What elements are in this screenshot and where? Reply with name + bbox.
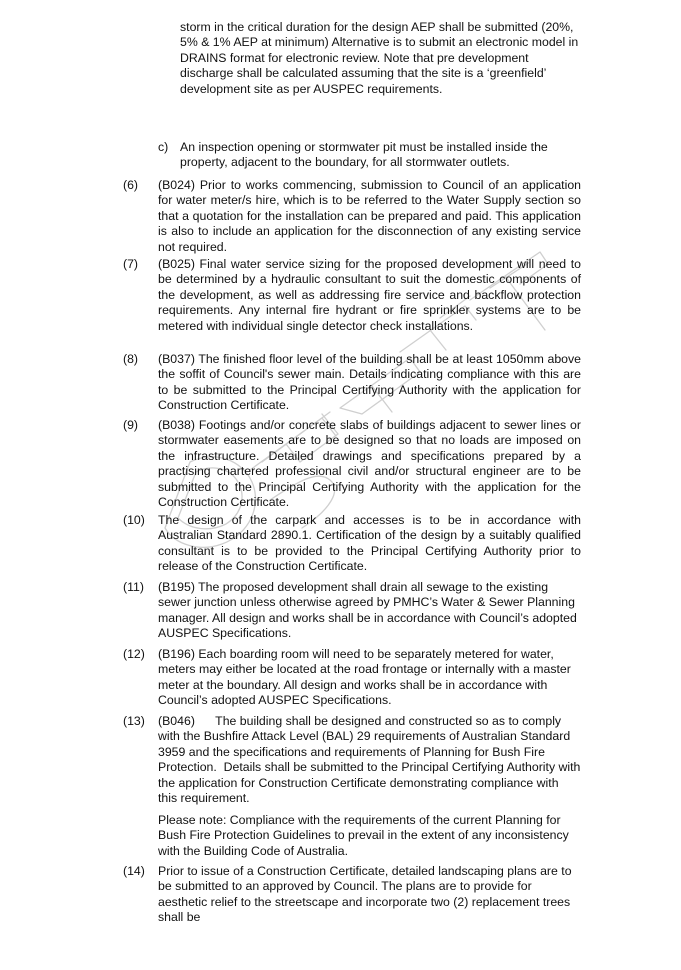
- condition-note-text: Please note: Compliance with the requirements of the current Planning for Bush Fire Protection Guidelines to prevail in the extent of any inconsistency with the Building Code of Australia.: [158, 813, 569, 858]
- condition-text: The design of the carpark and accesses is to be in accordance with Australian Standard 2890.1. Certification of the design by a suitably qualified consultant is to be provided to the Principal Certifying Authority prior to release of the Construction Certificate.: [158, 513, 581, 574]
- condition-number: (13): [123, 714, 145, 728]
- condition-text: (B025) Final water service sizing for the proposed development will need to be determined by a hydraulic consultant to suit the domestic components of the development, as well as addressing fire service and backflow protection requirements. Any internal fire hydrant or fire sprinkler systems are to be metered with individual single detector check installations.: [158, 257, 581, 333]
- condition-number: (11): [123, 580, 144, 594]
- condition-number: (10): [123, 513, 145, 527]
- condition-number: (6): [123, 178, 139, 192]
- condition-number: (7): [123, 257, 139, 271]
- sub-item-text: An inspection opening or stormwater pit must be installed inside the property, adjacent to the boundary, for all stormwater outlets.: [180, 140, 548, 170]
- condition-text: (B046) The building shall be designed and constructed so as to comply with the Bushfire Attack Level (BAL) 29 requirements of Australian Standard 3959 and the specifications and requirements of Planning for Bush Fire Protection. Details shall be submitted to the Principal Certifying Authority with the application for Construction Certificate demonstrating compliance with this requirement.: [158, 714, 584, 806]
- condition-number: (14): [123, 864, 145, 878]
- condition-text: (B195) The proposed development shall drain all sewage to the existing sewer junction unless otherwise agreed by PMHC’s Water & Sewer Planning manager. All design and works shall be in accordance with Council’s adopted AUSPEC Specifications.: [158, 580, 577, 641]
- sub-item-label: c): [158, 140, 169, 154]
- condition-text: (B037) The finished floor level of the building shall be at least 1050mm above the soffit of Council's sewer main. Details indicating compliance with this are to be submitted to the Principal Certifying Authority with the application for Construction Certificate.: [158, 352, 581, 413]
- intro-continuation-text: storm in the critical duration for the design AEP shall be submitted (20%, 5% & 1% AEP at minimum) Alternative is to submit an electronic model in DRAINS format for electronic review. Note that pre development discharge shall be calculated assuming that the site is a ‘greenfield’ development site as per AUSPEC requirements.: [180, 20, 579, 96]
- condition-text: (B024) Prior to works commencing, submission to Council of an application for water meter/s hire, which is to be referred to the Water Supply section so that a quotation for the installation can be prepared and paid. This application is also to include an application for the disconnection of any existing service not required.: [158, 178, 581, 254]
- condition-text: (B038) Footings and/or concrete slabs of buildings adjacent to sewer lines or stormwater easements are to be designed so that no loads are imposed on the infrastructure. Detailed drawings and specifications prepared by a practising chartered professional civil and/or structural engineer are to be submitted to the Principal Certifying Authority with the application for the Construction Certificate.: [158, 418, 581, 510]
- condition-number: (12): [123, 647, 145, 661]
- condition-number: (8): [123, 352, 139, 366]
- condition-text: (B196) Each boarding room will need to be separately metered for water, meters may either be located at the road frontage or internally with a master meter at the boundary. All design and works shall be in accordance with Council’s adopted AUSPEC Specifications.: [158, 647, 571, 708]
- condition-number: (9): [123, 418, 139, 432]
- condition-text: Prior to issue of a Construction Certificate, detailed landscaping plans are to be submitted to an approved by Council. The plans are to provide for aesthetic relief to the streetscape and incorporate two (2) replacement trees shall be: [158, 864, 572, 925]
